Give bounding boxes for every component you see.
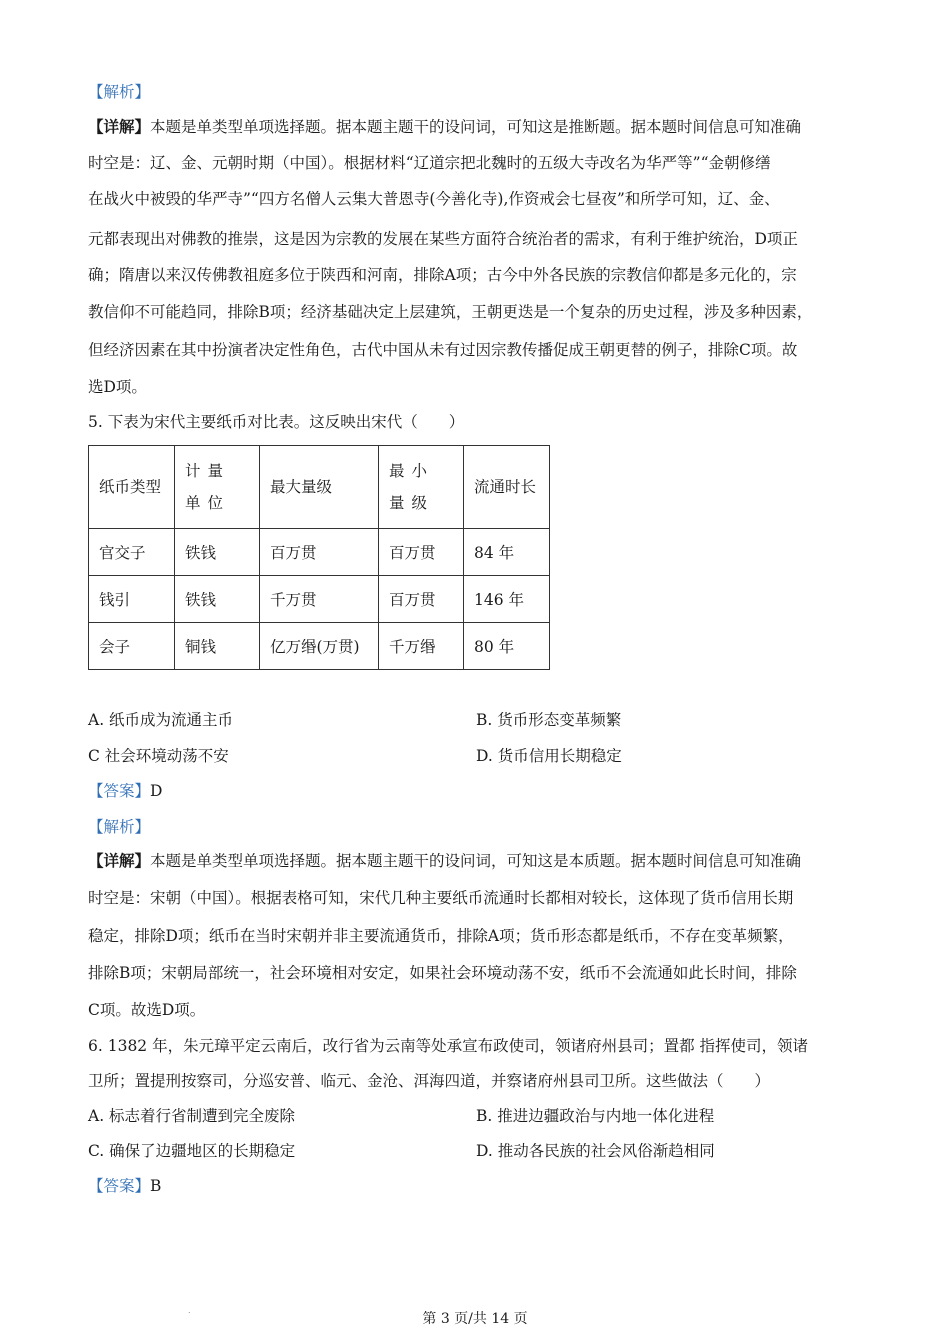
header-cell: 最大量级	[260, 446, 379, 529]
table-cell: 百万贯	[260, 529, 379, 576]
question-6-stem: 6. 1382 年，朱元璋平定云南后，改行省为云南等处承宣布政使司，领诸府州县司；置都 指挥使司，领诸	[88, 1037, 809, 1055]
q6-answer: 【答案】B	[88, 1177, 162, 1195]
analysis-label-q5: 【解析】	[88, 818, 151, 836]
detail-line: C项。故选D项。	[88, 1001, 206, 1019]
table-cell: 铁钱	[175, 529, 260, 576]
analysis-label-q4: 【解析】	[88, 83, 151, 101]
q6-option-a: A. 标志着行省制遭到完全废除	[88, 1107, 296, 1125]
page-mark: .	[188, 1306, 191, 1315]
detail-line: 排除B项；宋朝局部统一，社会环境相对安定，如果社会环境动荡不安，纸币不会流通如此长时间，排除	[88, 964, 797, 982]
detail-line: 元都表现出对佛教的推崇，这是因为宗教的发展在某些方面符合统治者的需求，有利于维护统治，D项正	[88, 230, 798, 248]
q6-option-d: D. 推动各民族的社会风俗渐趋相同	[476, 1142, 715, 1160]
table-cell: 铜钱	[175, 623, 260, 670]
detail-label: 【详解】	[88, 117, 151, 136]
table-cell: 84 年	[464, 529, 550, 576]
detail-line: 【详解】本题是单类型单项选择题。据本题主题干的设问词，可知这是本质题。据本题时间信息可知准确	[88, 851, 802, 870]
table-row	[89, 576, 550, 623]
detail-line: 时空是：辽、金、元朝时期（中国）。根据材料“辽道宗把北魏时的五级大寺改名为华严等”“金朝修缮	[88, 154, 771, 172]
table-cell: 亿万缗(万贯)	[260, 623, 379, 670]
q5-option-c: C 社会环境动荡不安	[88, 747, 229, 765]
header-cell: 纸币类型	[89, 446, 175, 529]
table-cell: 146 年	[464, 576, 550, 623]
table-cell: 铁钱	[175, 576, 260, 623]
question-5-stem: 5. 下表为宋代主要纸币对比表。这反映出宋代（ ）	[88, 413, 465, 431]
q5-option-d: D. 货币信用长期稳定	[476, 747, 622, 765]
table-header-row	[89, 446, 550, 529]
table-cell: 会子	[89, 623, 175, 670]
q5-option-b: B. 货币形态变革频繁	[476, 711, 622, 729]
q6-option-c: C. 确保了边疆地区的长期稳定	[88, 1142, 296, 1160]
detail-line: 选D项。	[88, 378, 147, 396]
detail-line: 【详解】本题是单类型单项选择题。据本题主题干的设问词，可知这是推断题。据本题时间信息可知准确	[88, 117, 802, 136]
table-cell: 千万缗	[379, 623, 464, 670]
paper-money-table	[88, 445, 550, 670]
detail-line: 时空是：宋朝（中国）。根据表格可知，宋代几种主要纸币流通时长都相对较长，这体现了货币信用长期	[88, 889, 794, 907]
table-cell: 官交子	[89, 529, 175, 576]
header-cell: 最小量级	[379, 446, 464, 529]
table-cell: 百万贯	[379, 529, 464, 576]
page-number: 第 3 页/共 14 页	[422, 1311, 528, 1327]
detail-line: 但经济因素在其中扮演者决定性角色，古代中国从未有过因宗教传播促成王朝更替的例子，排除C项。故	[88, 341, 798, 359]
table-row	[89, 529, 550, 576]
q6-option-b: B. 推进边疆政治与内地一体化进程	[476, 1107, 715, 1125]
table-cell: 80 年	[464, 623, 550, 670]
table-row	[89, 623, 550, 670]
q5-answer: 【答案】D	[88, 782, 163, 800]
header-cell: 流通时长	[464, 446, 550, 529]
question-6-stem: 卫所；置提刑按察司，分巡安普、临元、金沧、洱海四道，并察诸府州县司卫所。这些做法（ ）	[88, 1072, 771, 1090]
header-cell: 计量单位	[175, 446, 260, 529]
detail-line: 确；隋唐以来汉传佛教祖庭多位于陕西和河南，排除A项；古今中外各民族的宗教信仰都是多元化的，宗	[88, 266, 797, 284]
detail-line: 教信仰不可能趋同，排除B项；经济基础决定上层建筑，王朝更迭是一个复杂的历史过程，涉及多种因素，	[88, 303, 813, 321]
table-cell: 钱引	[89, 576, 175, 623]
table-cell: 百万贯	[379, 576, 464, 623]
q5-option-a: A. 纸币成为流通主币	[88, 711, 234, 729]
detail-line: 稳定，排除D项；纸币在当时宋朝并非主要流通货币，排除A项；货币形态都是纸币，不存在变革频繁，	[88, 927, 794, 945]
detail-line: 在战火中被毁的华严寺”“四方名僧人云集大普恩寺(今善化寺),作资戒会七昼夜”和所学可知，辽、金、	[88, 190, 780, 208]
table-cell: 千万贯	[260, 576, 379, 623]
